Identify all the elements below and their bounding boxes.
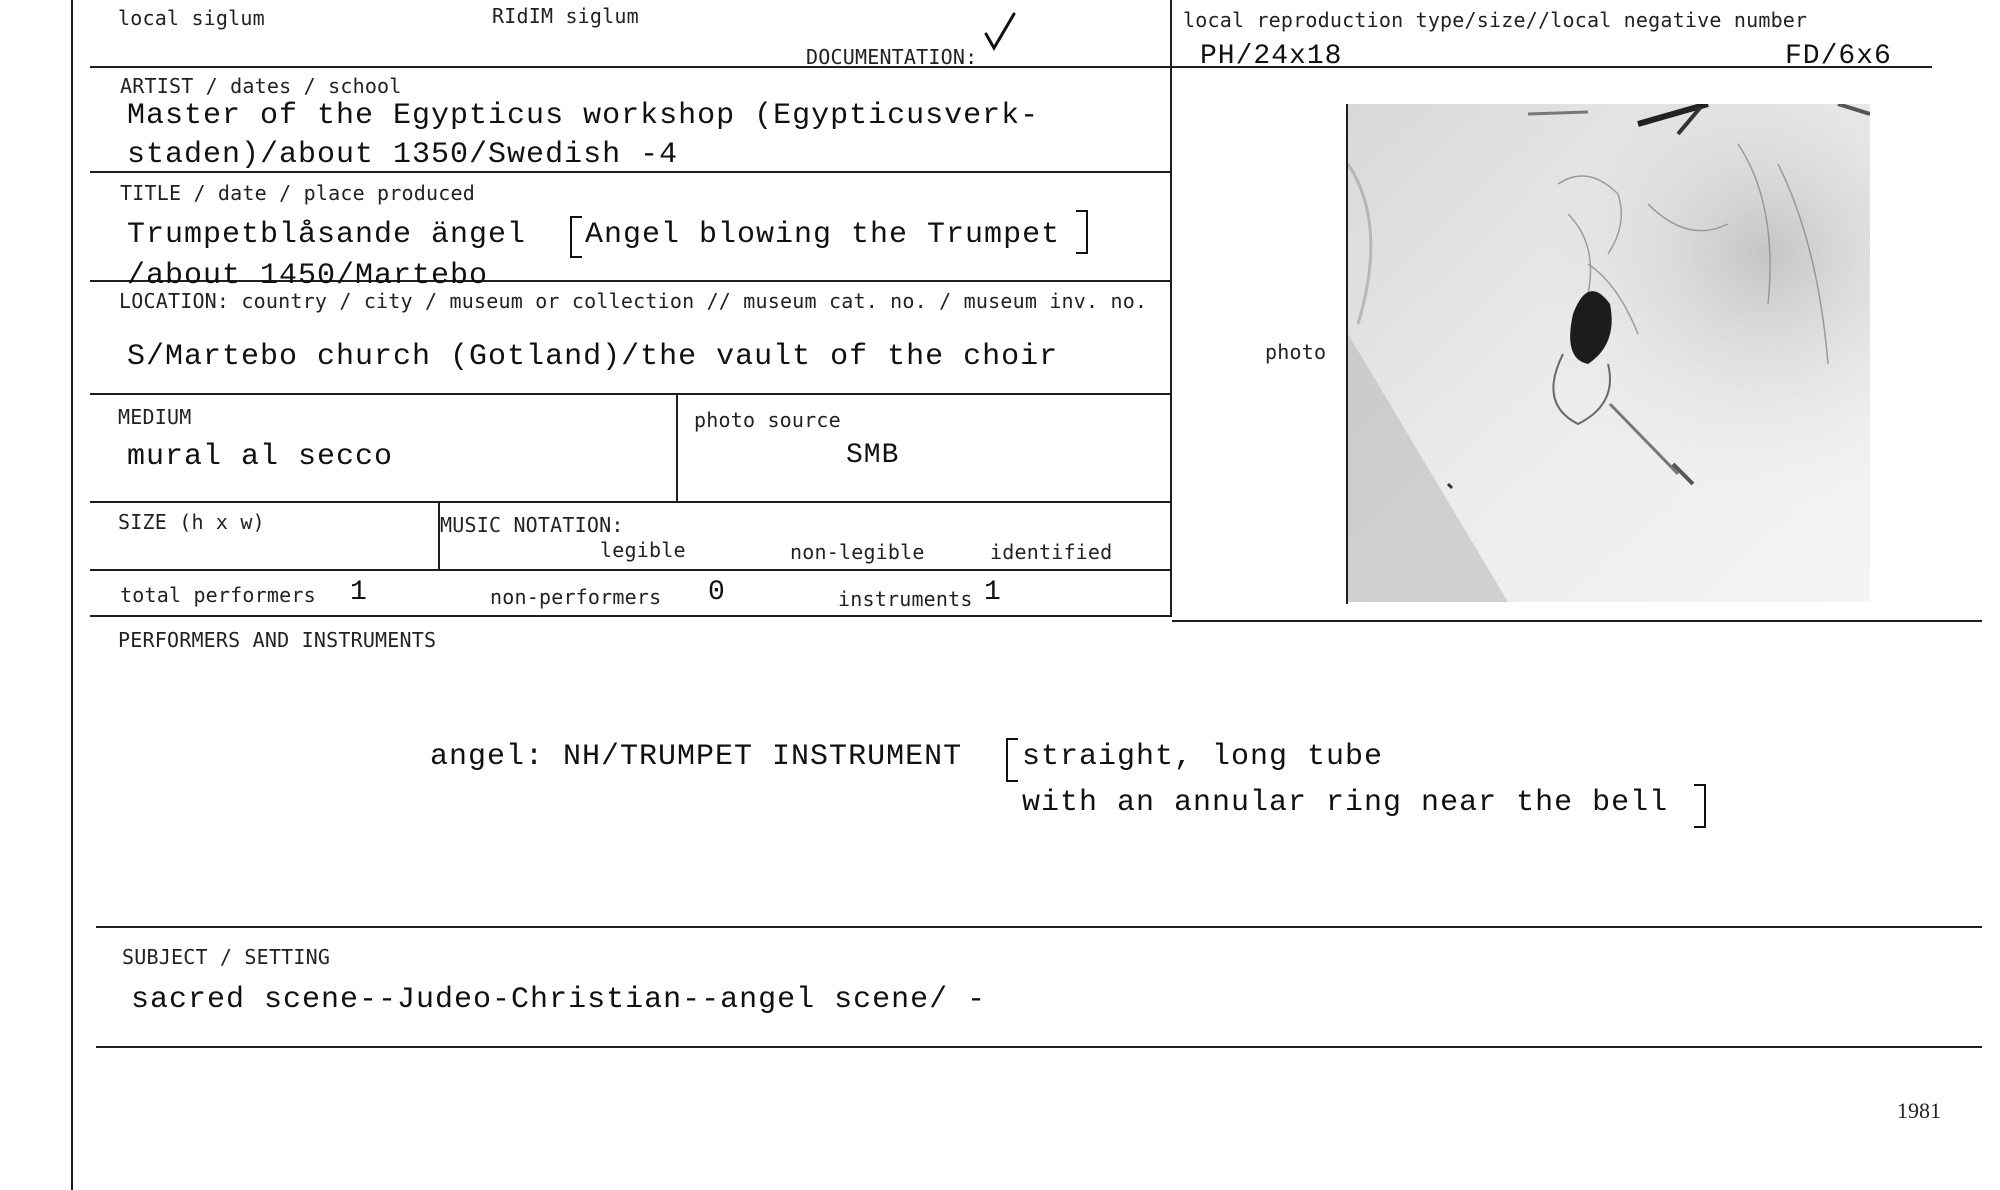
photo-label: photo <box>1265 340 1327 364</box>
artist-line-1: Master of the Egypticus workshop (Egypticusverk- <box>127 99 1040 133</box>
mural-photograph <box>1348 104 1870 602</box>
location-value: S/Martebo church (Gotland)/the vault of the choir <box>127 340 1059 374</box>
photo-source-value: SMB <box>846 440 900 471</box>
title-label: TITLE / date / place produced <box>120 181 475 205</box>
rule-under-size <box>90 569 1170 571</box>
rule-under-subject <box>96 1046 1982 1048</box>
location-label: LOCATION: country / city / museum or collection // museum cat. no. / museum inv. no. <box>119 289 1148 313</box>
size-label: SIZE (h x w) <box>118 510 265 534</box>
performers-line-2: with an annular ring near the bell <box>1022 786 1669 820</box>
medium-label: MEDIUM <box>118 405 192 429</box>
subject-value: sacred scene--Judeo-Christian--angel scene/ - <box>131 983 987 1017</box>
title-close-bracket <box>1076 210 1088 254</box>
instruments-value: 1 <box>984 577 1002 608</box>
negative-value: FD/6x6 <box>1785 41 1892 72</box>
rule-under-counts <box>90 615 1170 617</box>
title-line-2: /about 1450/Martebo <box>127 259 489 293</box>
title-open-bracket <box>570 216 582 258</box>
photo-source-label: photo source <box>694 408 841 432</box>
right-column-divider <box>1170 0 1172 617</box>
artist-label: ARTIST / dates / school <box>120 74 402 98</box>
rule-under-photo <box>1172 620 1982 622</box>
notation-legible: legible <box>600 538 686 562</box>
documentation-label: DOCUMENTATION: <box>806 45 978 69</box>
medium-divider <box>676 395 678 502</box>
non-performers-label: non-performers <box>490 585 662 609</box>
year-stamp: 1981 <box>1897 1098 1941 1123</box>
artist-line-2: staden)/about 1350/Swedish -4 <box>127 138 679 172</box>
title-english: Angel blowing the Trumpet <box>585 218 1061 252</box>
performers-line-1-detail: straight, long tube <box>1022 740 1384 774</box>
notation-non-legible: non-legible <box>790 540 925 564</box>
instruments-label: instruments <box>838 587 973 611</box>
non-performers-value: 0 <box>708 577 726 608</box>
total-performers-value: 1 <box>350 577 368 608</box>
title-swedish: Trumpetblåsande ängel <box>127 218 527 252</box>
performers-label: PERFORMERS AND INSTRUMENTS <box>118 628 437 652</box>
performers-open-bracket <box>1006 738 1018 782</box>
notation-identified: identified <box>990 540 1113 564</box>
rule-under-medium <box>90 501 1170 503</box>
reproduction-label: local reproduction type/size//local negative number <box>1183 8 1808 32</box>
rule-under-location <box>90 393 1170 395</box>
local-siglum-label: local siglum <box>118 6 265 30</box>
performers-close-bracket <box>1694 784 1706 828</box>
music-notation-label: MUSIC NOTATION: <box>440 513 624 537</box>
performers-line-1: angel: NH/TRUMPET INSTRUMENT <box>430 740 963 774</box>
reproduction-value: PH/24x18 <box>1200 41 1343 72</box>
subject-label: SUBJECT / SETTING <box>122 945 331 969</box>
rule-under-siglum <box>90 66 1170 68</box>
ridim-siglum-label: RIdIM siglum <box>492 4 639 28</box>
rule-under-performers <box>96 926 1982 928</box>
medium-value: mural al secco <box>127 440 394 474</box>
checkmark-icon <box>980 8 1020 58</box>
card-left-border <box>71 0 73 1190</box>
total-performers-label: total performers <box>120 583 316 607</box>
